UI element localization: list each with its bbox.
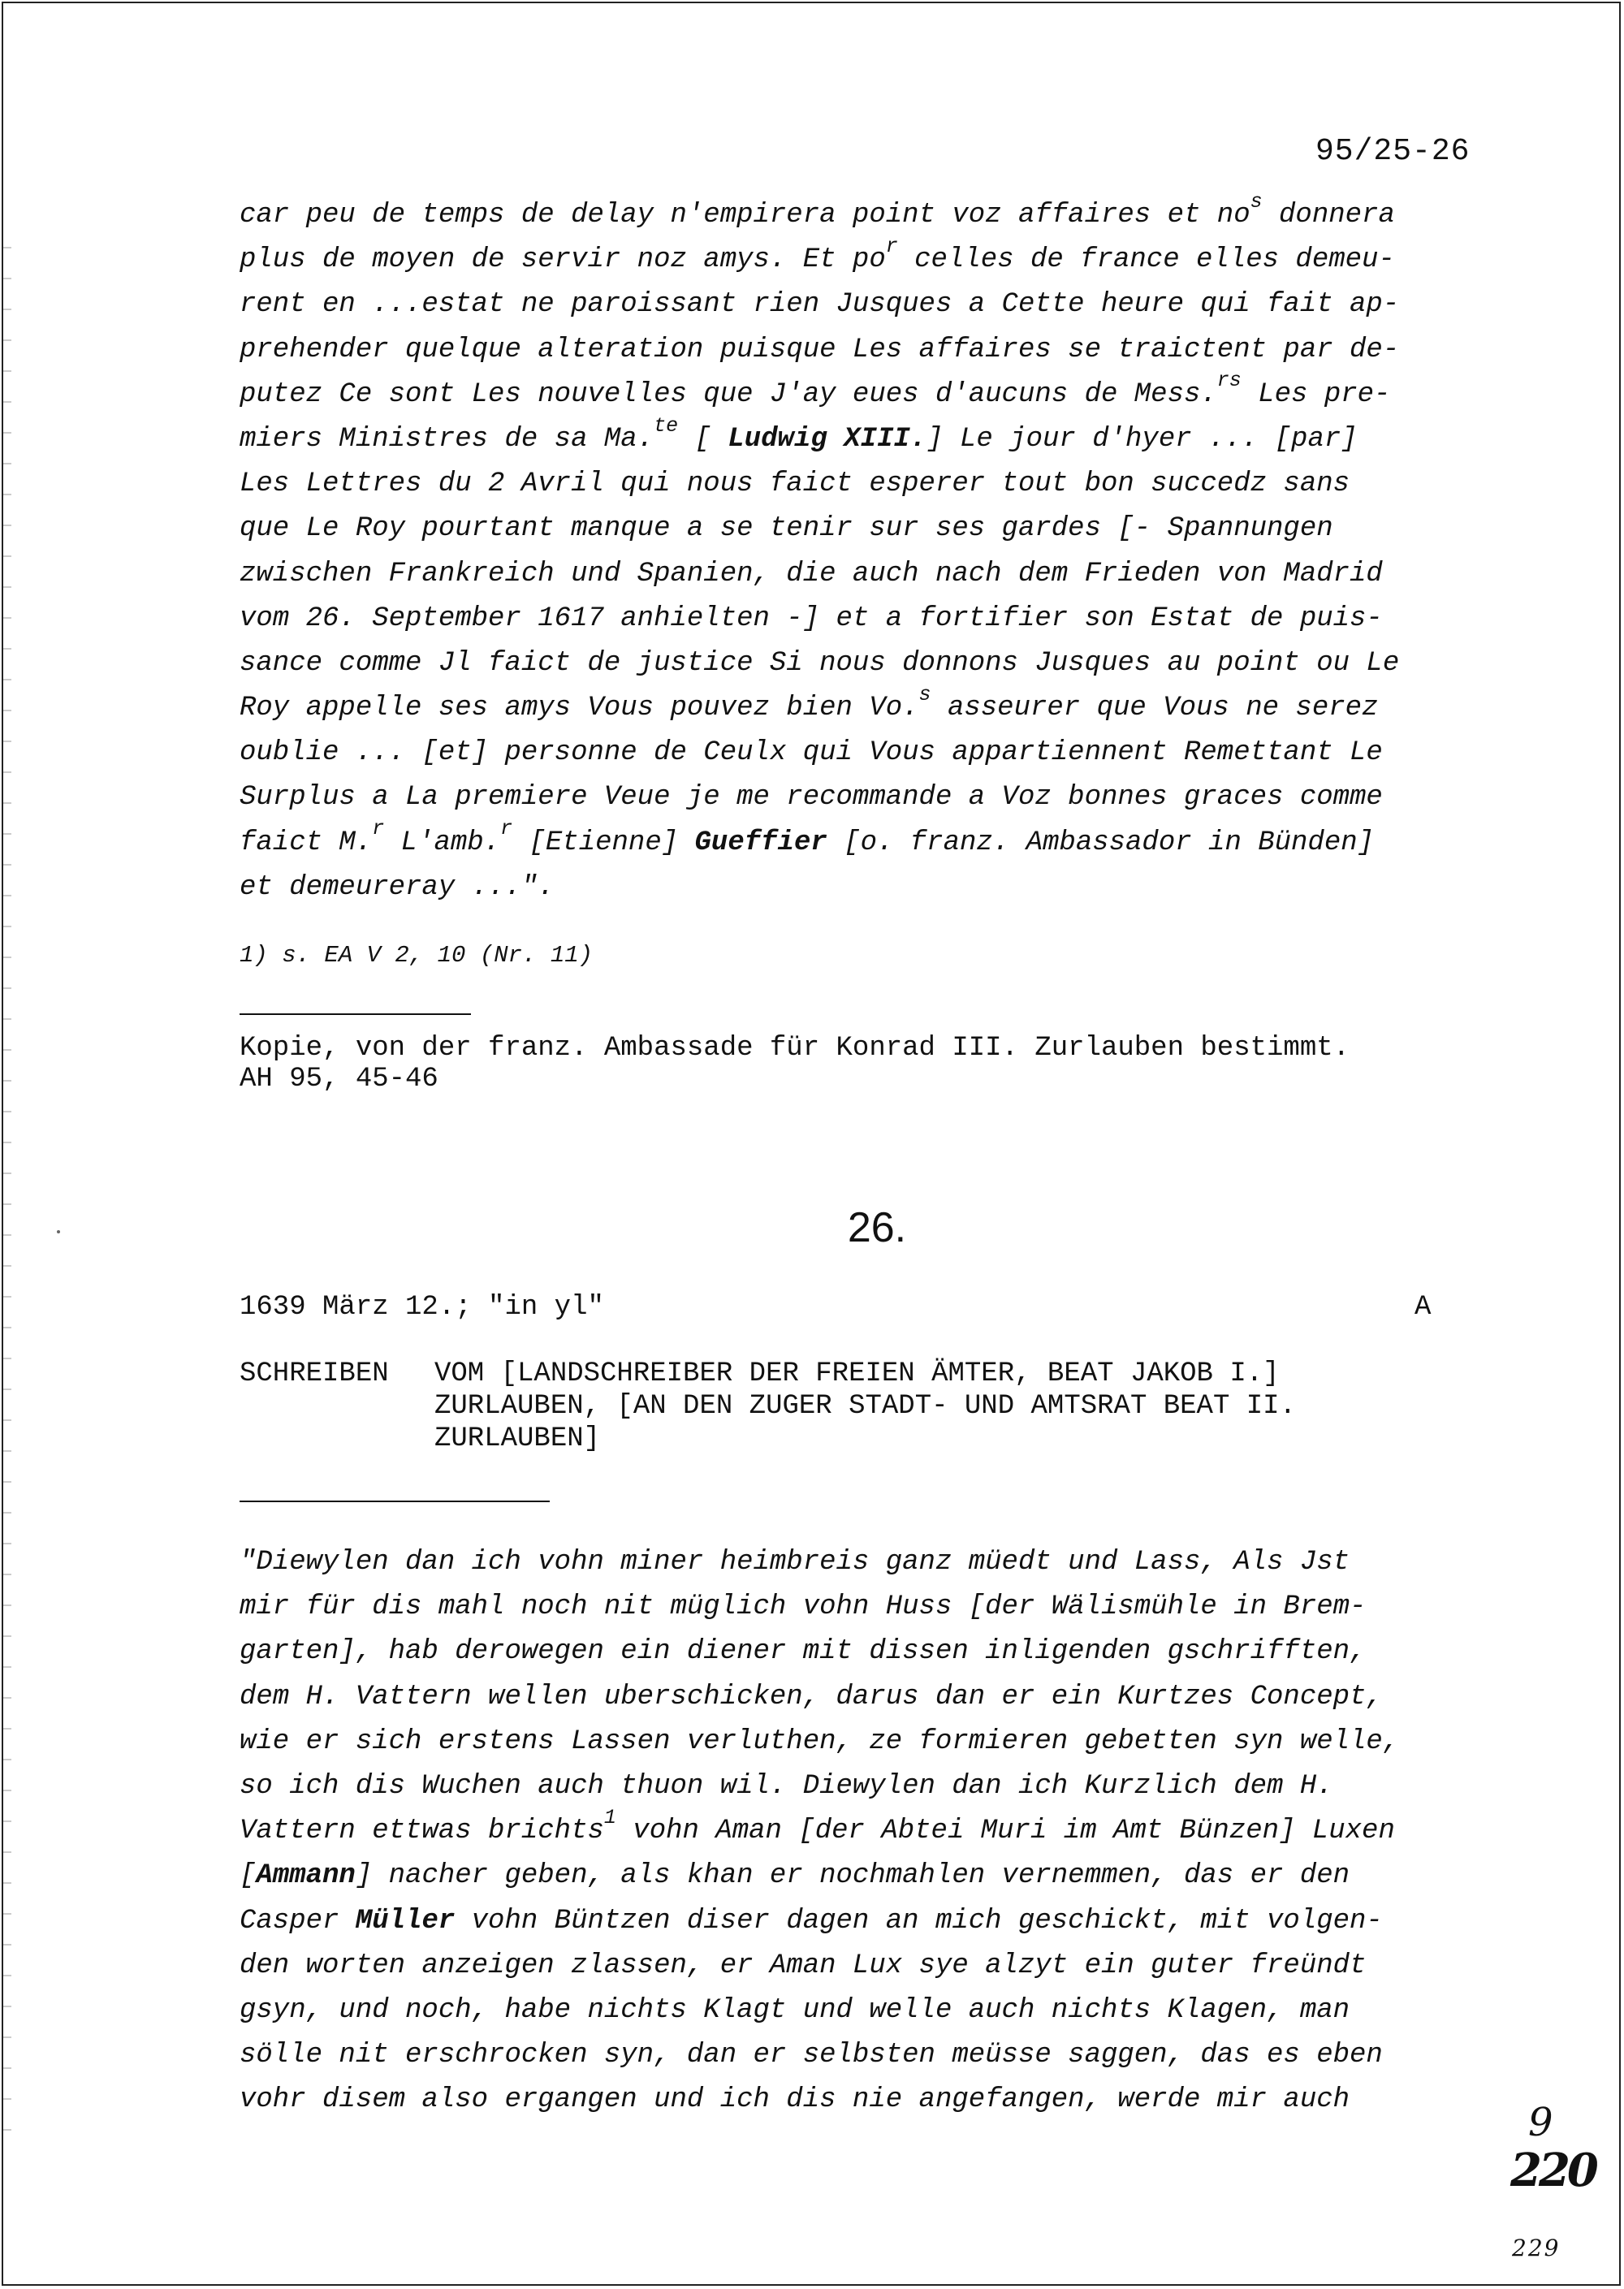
text-run: miers Ministres de sa Ma. [240,423,654,455]
text-run: donnera [1262,200,1395,231]
document-letter: A [1415,1292,1432,1323]
text-line [240,1764,1474,1809]
text-run: [Etienne] [512,827,695,858]
text-line [240,369,1474,417]
text-line [240,1854,1474,1898]
archive-stamp: 220 [1510,2144,1596,2197]
text-run: celles de france elles demeu- [897,244,1395,276]
text-run: Les pre- [1241,378,1391,410]
text-run: garten], hab derowegen ein diener mit dissen inligenden gschrifften, [240,1636,1367,1668]
source-divider [240,1013,471,1015]
text-line [240,1675,1474,1720]
text-run: "Diewylen dan ich vohn miner heimbreis ganz müedt und Lass, Als Jst [240,1547,1350,1578]
text-line [240,234,1474,283]
superscript: 1 [603,1805,616,1829]
superscript: r [500,817,513,841]
text-run: putez Ce sont Les nouvelles que J'ay eues d'aucuns de Mess. [240,378,1217,410]
heading-line: VOM [LANDSCHREIBER DER FREIEN ÄMTER, BEAT JAKOB I.] [434,1358,1280,1389]
text-line [240,2078,1474,2123]
footnote-1: 1) s. EA V 2, 10 (Nr. 11) [240,942,594,969]
text-line [240,1585,1474,1630]
text-run: [ [678,423,728,455]
heading-label: SCHREIBEN [240,1358,389,1389]
text-line [240,507,1474,551]
text-line [240,1944,1474,1989]
source-note-line: AH 95, 45-46 [240,1064,438,1095]
text-line [240,462,1474,507]
superscript: r [372,817,385,841]
heading-line: ZURLAUBEN, [AN DEN ZUGER STADT- UND AMTSRAT BEAT II. [434,1391,1296,1422]
text-run: oublie ... [et] personne de Ceulx qui Vous appartiennent Remettant Le [240,737,1383,769]
bold-name: Gueffier [694,827,827,858]
text-line [240,682,1474,731]
text-run: sölle nit erschrocken syn, dan er selbsten meüsse saggen, das es eben [240,2040,1383,2071]
text-run: Les Lettres du 2 Avril qui nous faict esperer tout bon succedz sans [240,469,1350,500]
text-line [240,1899,1474,1944]
text-run: Surplus a La premiere Veue je me recommande a Voz bonnes graces comme [240,782,1383,814]
heading-line: ZURLAUBEN] [434,1423,601,1454]
scan-margin-marks [3,235,11,2152]
text-run: prehender quelque alteration puisque Les affaires se traictent par de- [240,334,1400,365]
letter-text [240,1540,1474,2123]
text-run: Roy appelle ses amys Vous pouvez bien Vo. [240,693,919,724]
text-run: Casper [240,1905,356,1937]
text-line [240,817,1474,866]
bold-name: Ammann [256,1860,356,1892]
page-reference: 95/25-26 [1315,134,1471,169]
text-run: vom 26. September 1617 anhielten -] et a fortifier son Estat de puis- [240,602,1383,634]
text-line [240,283,1474,327]
text-run: ] nacher geben, als khan er nochmahlen vernemmen, das er den [355,1860,1350,1892]
text-run: faict M. [240,827,373,858]
heading-text [434,1358,1506,1455]
superscript: s [918,682,931,706]
text-line [240,189,1474,238]
heading-divider [240,1501,550,1502]
text-run: ] Le jour d'hyer ... [par] [926,423,1358,455]
text-run: Vattern ettwas brichts [240,1816,604,1847]
source-note-line: Kopie, von der franz. Ambassade für Konrad III. Zurlauben bestimmt. [240,1033,1350,1064]
text-run: [o. franz. Ambassador in Bünden] [827,827,1375,858]
text-line [240,775,1474,820]
text-line [240,413,1474,462]
text-run: asseurer que Vous ne serez [931,693,1379,724]
text-line [240,2033,1474,2078]
text-line [240,328,1474,373]
document-number: 26. [847,1204,907,1251]
superscript: r [885,234,898,258]
text-run: sance comme Jl faict de justice Si nous donnons Jusques au point ou Le [240,647,1400,679]
text-run: plus de moyen de servir noz amys. Et po [240,244,886,276]
text-line [240,552,1474,597]
document-dateline: 1639 März 12.; "in yl" [240,1292,604,1323]
text-run: wie er sich erstens Lassen verluthen, ze formieren gebetten syn welle, [240,1725,1400,1757]
superscript: s [1250,189,1263,214]
text-line [240,1989,1474,2033]
text-run: dem H. Vattern wellen uberschicken, darus dan er ein Kurtzes Concept, [240,1681,1383,1712]
text-run: vohn Büntzen diser dagen an mich geschickt, mit volgen- [455,1905,1383,1937]
text-run: mir für dis mahl noch nit müglich vohn Huss [der Wälismühle in Brem- [240,1592,1367,1623]
text-line [240,1720,1474,1764]
archive-stamp-superscript: 9 [1528,2100,1553,2145]
source-note [240,1033,1490,1095]
archive-stamp-small: 229 [1512,2235,1561,2261]
text-line [240,866,1474,910]
text-line [240,731,1474,775]
text-run: que Le Roy pourtant manque a se tenir sur ses gardes [- Spannungen [240,513,1333,545]
text-run: so ich dis Wuchen auch thuon wil. Diewylen dan ich Kurzlich dem H. [240,1770,1333,1802]
text-run: rent en ...estat ne paroissant rien Jusques a Cette heure qui fait ap- [240,289,1400,321]
text-line [240,641,1474,686]
text-line [240,1630,1474,1674]
bold-name: Ludwig XIII. [728,423,927,455]
text-run: L'amb. [384,827,501,858]
text-line [240,1805,1474,1854]
text-run: den worten anzeigen zlassen, er Aman Lux sye alzyt ein guter freündt [240,1950,1367,1981]
text-run: car peu de temps de delay n'empirera point voz affaires et no [240,200,1250,231]
text-line [240,1540,1474,1585]
text-line [240,597,1474,641]
continuation-text [240,189,1474,910]
superscript: rs [1216,369,1242,393]
text-run: zwischen Frankreich und Spanien, die auch nach dem Frieden von Madrid [240,558,1383,590]
text-run: [ [240,1860,257,1892]
text-run: et demeureray ...". [240,871,555,903]
superscript: te [654,413,679,438]
bold-name: Müller [355,1905,456,1937]
text-run: vohr disem also ergangen und ich dis nie angefangen, werde mir auch [240,2084,1350,2116]
text-run: gsyn, und noch, habe nichts Klagt und welle auch nichts Klagen, man [240,1994,1350,2026]
text-run: vohn Aman [der Abtei Muri im Amt Bünzen] Luxen [615,1816,1395,1847]
scan-speck [57,1230,60,1233]
